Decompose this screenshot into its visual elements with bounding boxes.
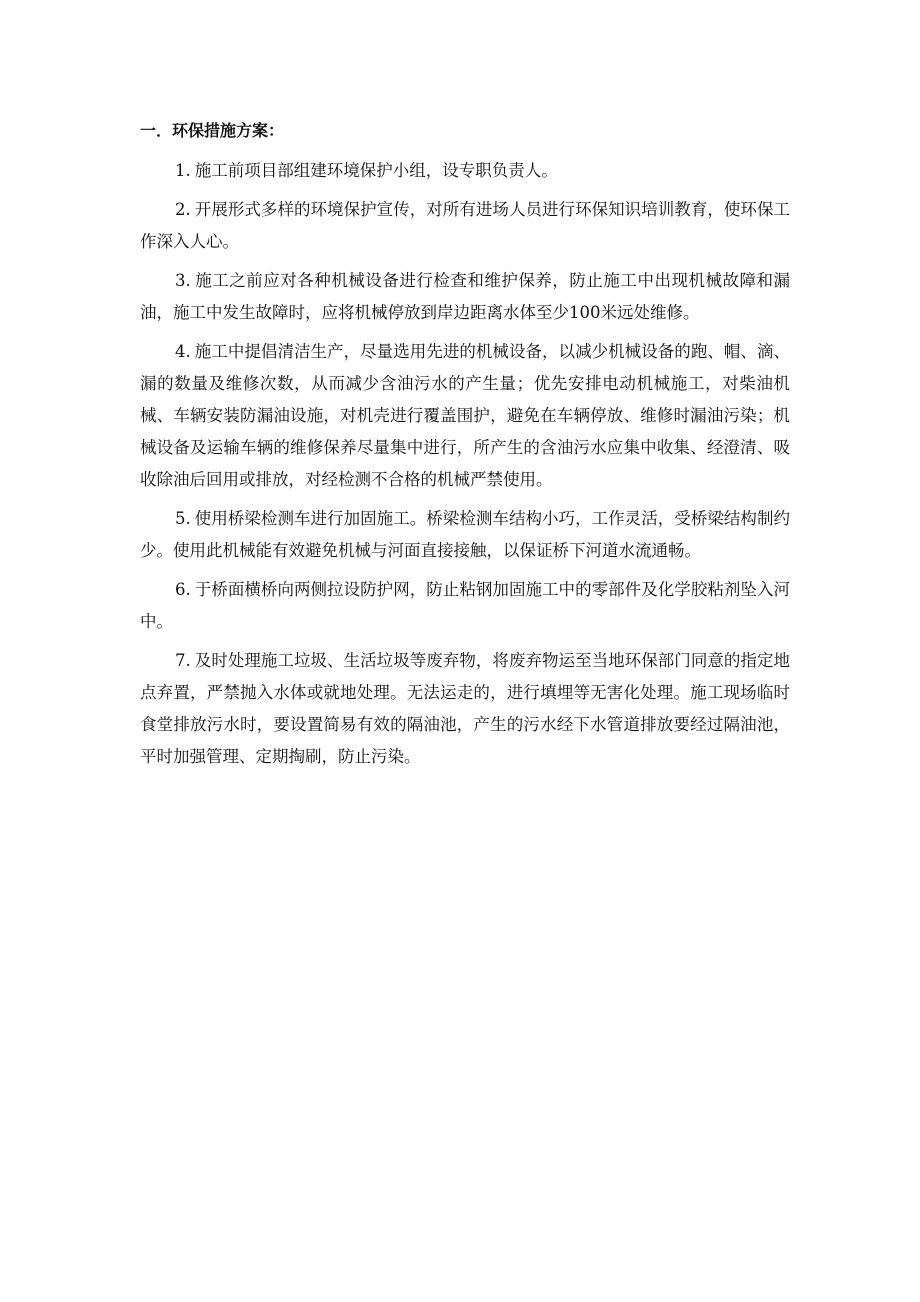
item-text: 于桥面横桥向两侧拉设防护网，防止粘钢加固施工中的零部件及化学胶粘剂坠入河中。 xyxy=(140,580,790,631)
item-text: 施工前项目部组建环境保护小组，设专职负责人。 xyxy=(194,161,558,180)
list-item-4 xyxy=(140,336,790,496)
list-item-1 xyxy=(140,155,790,187)
item-number: 6. xyxy=(175,580,191,599)
item-number: 4. xyxy=(175,342,191,361)
list-item-2 xyxy=(140,194,790,258)
item-number: 5. xyxy=(175,509,191,528)
item-number: 1. xyxy=(175,161,191,180)
item-text: 开展形式多样的环境保护宣传，对所有进场人员进行环保知识培训教育，使环保工作深入人心。 xyxy=(140,200,790,251)
item-text: 施工中提倡清洁生产，尽量选用先进的机械设备，以减少机械设备的跑、帽、滴、漏的数量及维修次数，从而减少含油污水的产生量；优先安排电动机械施工，对柴油机械、车辆安装防漏油设施，对机壳进行覆盖围护，避免在车辆停放、维修时漏油污染；机械设备及运输车辆的维修保养尽量集中进行，所产生的含油污水应集中收集、经澄清、吸收除油后回用或排放，对经检测不合格的机械严禁使用。 xyxy=(140,342,790,489)
item-number: 2. xyxy=(175,200,191,219)
list-item-7 xyxy=(140,645,790,773)
item-text: 及时处理施工垃圾、生活垃圾等废弃物，将废弃物运至当地环保部门同意的指定地点弃置，严禁抛入水体或就地处理。无法运走的，进行填埋等无害化处理。施工现场临时食堂排放污水时，要设置简易有效的隔油池，产生的污水经下水管道排放要经过隔油池，平时加强管理、定期掏刷，防止污染。 xyxy=(140,651,790,766)
section-heading: 一．环保措施方案： xyxy=(140,121,285,140)
document-body xyxy=(140,115,790,780)
list-item-6 xyxy=(140,574,790,638)
item-text: 施工之前应对各种机械设备进行检查和维护保养，防止施工中出现机械故障和漏油，施工中发生故障时，应将机械停放到岸边距离水体至少100米远处维修。 xyxy=(140,271,790,322)
list-item-5 xyxy=(140,503,790,567)
item-text: 使用桥梁检测车进行加固施工。桥梁检测车结构小巧，工作灵活，受桥梁结构制约少。使用此机械能有效避免机械与河面直接接触，以保证桥下河道水流通畅。 xyxy=(140,509,790,560)
item-number: 3. xyxy=(175,271,191,290)
list-item-3 xyxy=(140,265,790,329)
item-number: 7. xyxy=(175,651,191,670)
